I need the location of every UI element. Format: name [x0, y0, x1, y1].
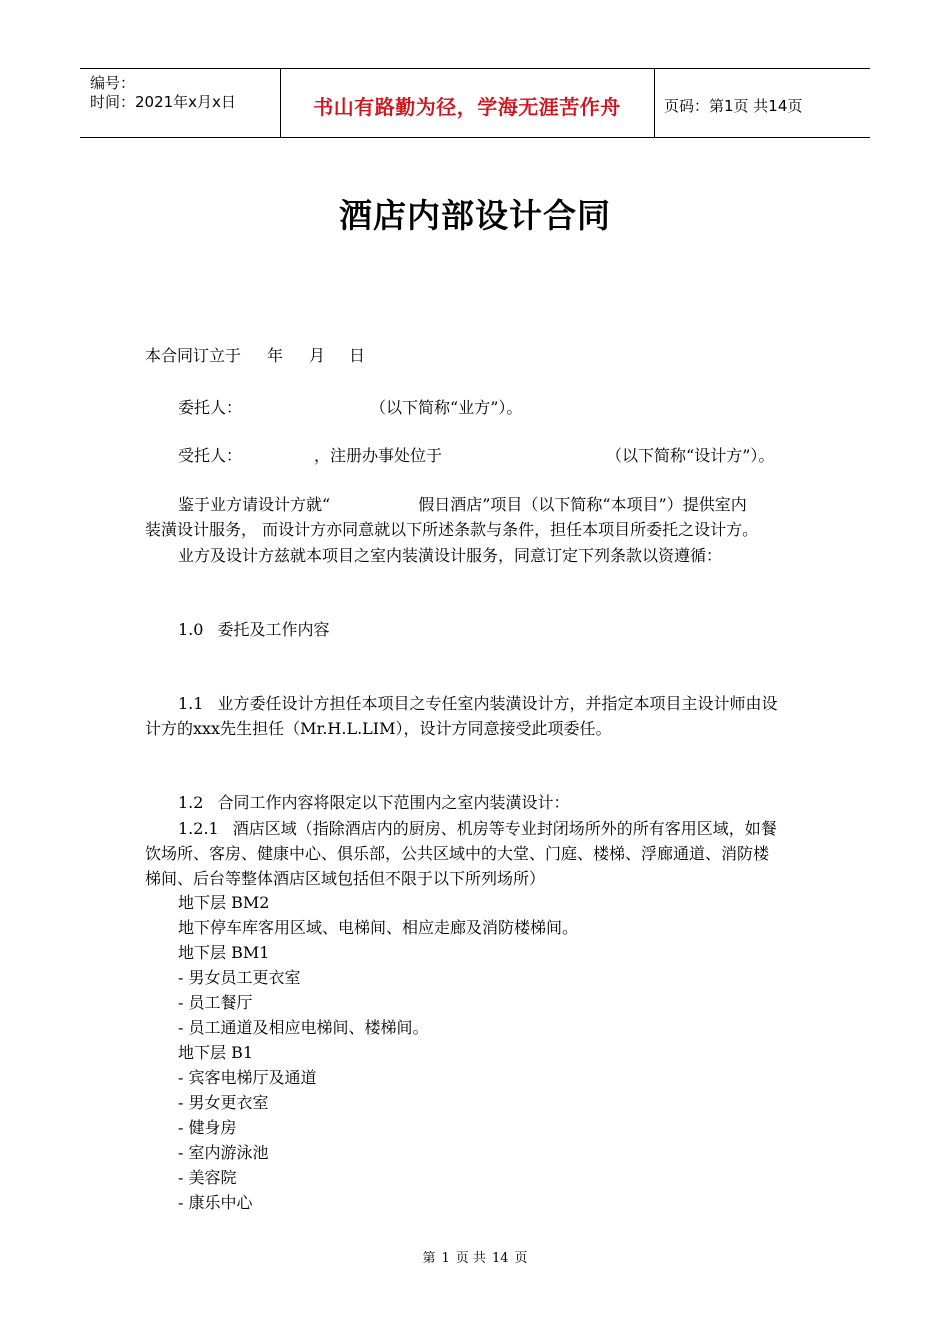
- date-prefix: 本合同订立于: [145, 346, 242, 365]
- list-item: 地下层 BM2: [178, 893, 270, 912]
- footer-page-number: 1: [441, 1251, 450, 1266]
- section-1-0-number: 1.0: [178, 620, 204, 639]
- client-line: [178, 398, 522, 418]
- list-item: 地下层 BM1: [178, 943, 270, 962]
- contractor-suffix: （以下简称“设计方”）。: [606, 446, 775, 465]
- list-item: 地下停车库客用区域、电梯间、相应走廊及消防楼梯间。: [178, 918, 579, 937]
- list-item: - 康乐中心: [178, 1193, 253, 1212]
- list-item: - 健身房: [178, 1118, 237, 1137]
- list-item: - 员工通道及相应电梯间、楼梯间。: [178, 1018, 429, 1037]
- section-1-0: [178, 620, 329, 640]
- contract-date-line: [145, 346, 365, 366]
- list-item: - 室内游泳池: [178, 1143, 269, 1162]
- header-page-info: 页码：第1页 共14页: [664, 97, 803, 115]
- section-1-1-line-2: 计方的xxx先生担任（Mr.H.L.LIM），设计方同意接受此项委任。: [145, 719, 612, 738]
- section-1-2-1-line-1: [178, 819, 777, 839]
- list-item: - 男女员工更衣室: [178, 968, 301, 987]
- section-1-2-number: 1.2: [178, 793, 204, 812]
- section-1-2-1-line-2: 饮场所、客房、健康中心、俱乐部，公共区域中的大堂、门庭、楼梯、浮廊通道、消防楼: [145, 844, 770, 863]
- preamble-part-b: 假日酒店”项目（以下简称“本项目”）提供室内: [418, 495, 747, 514]
- date-month: 月: [309, 346, 326, 365]
- header-meta-cell: [80, 69, 281, 137]
- footer-prefix: 第: [422, 1251, 436, 1266]
- page-footer: [0, 1247, 950, 1266]
- list-item: - 宾客电梯厅及通道: [178, 1068, 317, 1087]
- contractor-line: [178, 446, 774, 466]
- section-1-2-1-text: 酒店区域（指除酒店内的厨房、机房等专业封闭场所外的所有客用区域，如餐: [232, 819, 777, 838]
- document-time-label: 时间：2021年x月x日: [90, 93, 236, 111]
- client-label: 委托人：: [178, 398, 243, 417]
- section-1-1-text: 业方委任设计方担任本项目之专任室内装潢设计方，并指定本项目主设计师由设: [217, 694, 778, 713]
- document-title: 酒店内部设计合同: [339, 196, 611, 235]
- preamble-line-3: 业方及设计方兹就本项目之室内装潢设计服务，同意订定下列条款以资遵循：: [178, 546, 723, 565]
- header-motto-cell: [280, 69, 655, 137]
- contractor-label: 受托人：: [178, 446, 243, 465]
- section-1-2: [178, 793, 569, 813]
- footer-middle: 页 共: [455, 1251, 486, 1266]
- header-motto: 书山有路勤为径，学海无涯苦作舟: [313, 95, 621, 119]
- section-1-1-line-1: [178, 694, 777, 714]
- preamble-part-a: 鉴于业方请设计方就“: [178, 495, 331, 514]
- date-day: 日: [349, 346, 366, 365]
- date-year: 年: [267, 346, 284, 365]
- client-suffix: （以下简称“业方”）。: [370, 398, 523, 417]
- list-item: - 美容院: [178, 1168, 237, 1187]
- section-1-0-text: 委托及工作内容: [217, 620, 330, 639]
- section-1-1-number: 1.1: [178, 694, 204, 713]
- contractor-middle: ，注册办事处位于: [314, 446, 443, 465]
- document-number-label: 编号：: [90, 74, 136, 92]
- preamble-line-1: [178, 495, 747, 515]
- list-item: 地下层 B1: [178, 1043, 254, 1062]
- list-item: - 员工餐厅: [178, 993, 253, 1012]
- footer-suffix: 页: [514, 1251, 528, 1266]
- section-1-2-1-line-3: 梯间、后台等整体酒店区域包括但不限于以下所列场所）: [145, 869, 546, 888]
- preamble-line-2: 装潢设计服务， 而设计方亦同意就以下所述条款与条件，担任本项目所委托之设计方。: [145, 520, 759, 539]
- section-1-2-text: 合同工作内容将限定以下范围内之室内装潢设计：: [217, 793, 570, 812]
- section-1-2-1-number: 1.2.1: [178, 819, 219, 838]
- list-item: - 男女更衣室: [178, 1093, 269, 1112]
- page-header: [80, 68, 870, 138]
- header-page-cell: [654, 69, 870, 137]
- footer-total-pages: 14: [491, 1251, 509, 1266]
